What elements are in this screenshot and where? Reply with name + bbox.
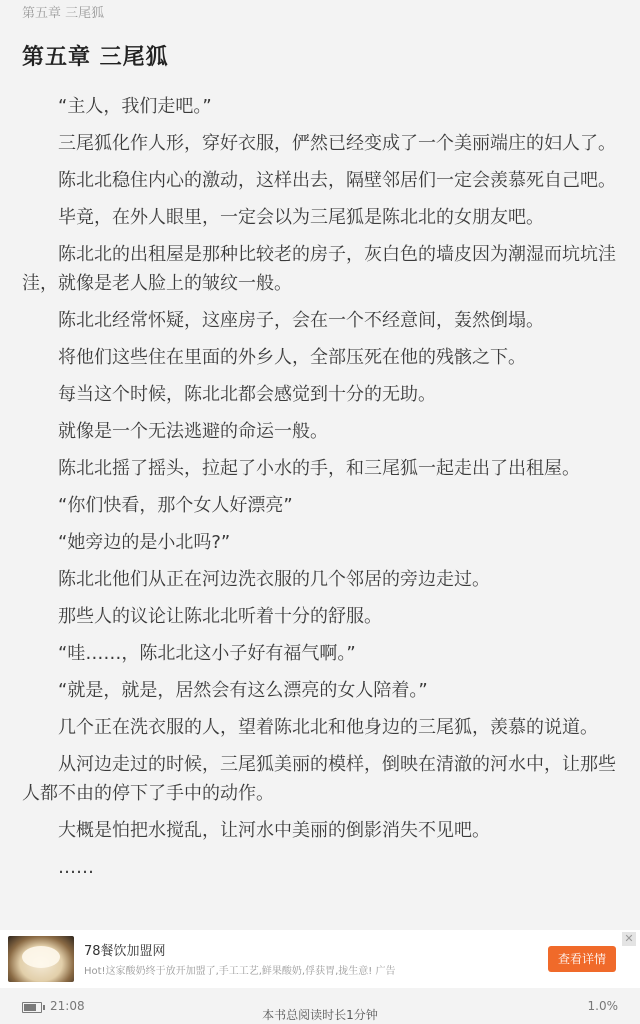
paragraph: 三尾狐化作人形，穿好衣服，俨然已经变成了一个美丽端庄的妇人了。 — [58, 133, 616, 154]
paragraph: 将他们这些住在里面的外乡人，全部压死在他的残骸之下。 — [58, 347, 526, 368]
chapter-title: 第五章 三尾狐 — [22, 45, 169, 70]
paragraph: 就像是一个无法逃避的命运一般。 — [58, 421, 328, 442]
paragraph: 大概是怕把水搅乱，让河水中美丽的倒影消失不见吧。 — [58, 820, 490, 841]
paragraph: 从河边走过的时候，三尾狐美丽的模样，倒映在清澈的河水中，让那些人都不由的停下了手中的动作。 — [22, 754, 616, 804]
ad-thumbnail-image[interactable] — [8, 936, 74, 982]
ad-view-details-button[interactable]: 查看详情 — [548, 946, 616, 972]
paragraph: 那些人的议论让陈北北听着十分的舒服。 — [58, 606, 382, 627]
running-header-chapter: 第五章 三尾狐 — [22, 6, 105, 21]
paragraph: 毕竟，在外人眼里，一定会以为三尾狐是陈北北的女朋友吧。 — [58, 207, 544, 228]
chapter-content[interactable] — [22, 92, 622, 890]
paragraph: 陈北北经常怀疑，这座房子，会在一个不经意间，轰然倒塌。 — [58, 310, 544, 331]
paragraph: …… — [58, 857, 94, 878]
paragraph: “她旁边的是小北吗?” — [58, 532, 231, 553]
ad-title[interactable]: 78餐饮加盟网 — [84, 944, 166, 959]
paragraph: “你们快看，那个女人好漂亮” — [58, 495, 293, 516]
paragraph: 陈北北的出租屋是那种比较老的房子，灰白色的墙皮因为潮湿而坑坑洼洼，就像是老人脸上的皱纹一般。 — [22, 244, 616, 294]
close-icon[interactable]: ✕ — [622, 932, 636, 946]
paragraph: “就是，就是，居然会有这么漂亮的女人陪着。” — [58, 680, 428, 701]
paragraph: 陈北北他们从正在河边洗衣服的几个邻居的旁边走过。 — [58, 569, 490, 590]
paragraph: “主人，我们走吧。” — [58, 96, 212, 117]
paragraph: 陈北北摇了摇头，拉起了小水的手，和三尾狐一起走出了出租屋。 — [58, 458, 580, 479]
paragraph: 每当这个时候，陈北北都会感觉到十分的无助。 — [58, 384, 436, 405]
paragraph: “哇……，陈北北这小子好有福气啊。” — [58, 643, 356, 664]
ad-banner[interactable] — [0, 930, 640, 988]
paragraph: 陈北北稳住内心的激动，这样出去，隔壁邻居们一定会羡慕死自己吧。 — [58, 170, 616, 191]
total-reading-time: 本书总阅读时长1分钟 — [262, 1008, 378, 1022]
paragraph: 几个正在洗衣服的人，望着陈北北和他身边的三尾狐，羡慕的说道。 — [58, 717, 598, 738]
reading-progress: 1.0% — [587, 999, 618, 1013]
clock-time: 21:08 — [50, 999, 85, 1013]
ad-description[interactable]: Hot!这家酸奶终于放开加盟了,手工工艺,鲜果酸奶,俘获胃,拢生意! 广告 — [84, 966, 396, 977]
